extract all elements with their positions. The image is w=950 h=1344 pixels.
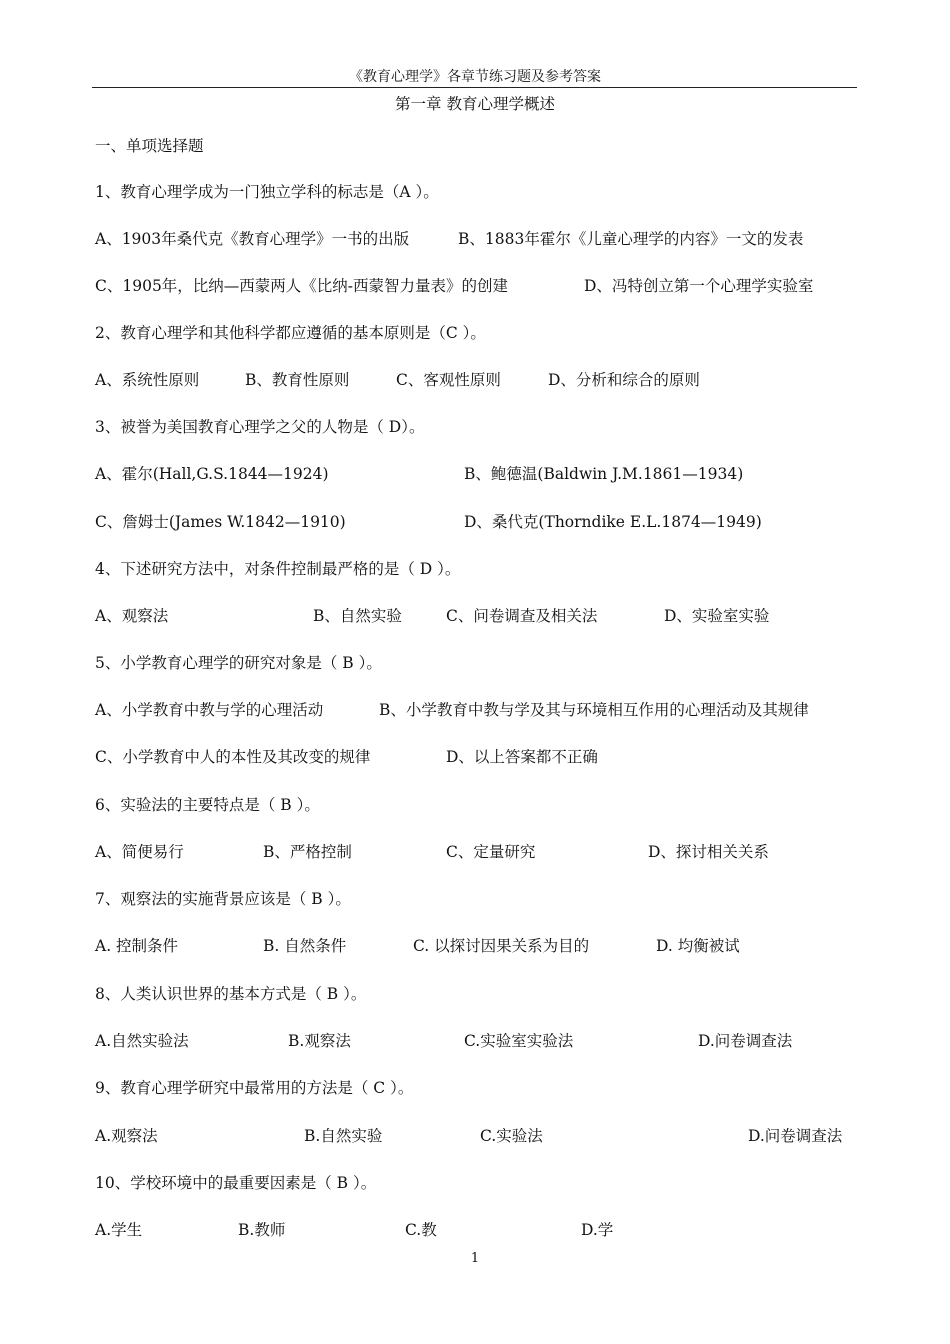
option: D、以上答案都不正确 <box>446 748 598 766</box>
option: A.观察法 <box>95 1127 158 1145</box>
option: B、鲍德温(Baldwin J.M.1861—1934) <box>464 465 744 483</box>
question-stem: 1、教育心理学成为一门独立学科的标志是（A ）。 <box>95 183 439 201</box>
option: C、詹姆士(James W.1842—1910) <box>95 513 346 531</box>
option: D、分析和综合的原则 <box>548 371 700 389</box>
question-stem: 7、观察法的实施背景应该是（ B ）。 <box>95 890 351 908</box>
option: D、探讨相关关系 <box>648 843 769 861</box>
option: B、小学教育中教与学及其与环境相互作用的心理活动及其规律 <box>379 701 809 719</box>
chapter-title: 第一章 教育心理学概述 <box>395 95 555 113</box>
option: C、小学教育中人的本性及其改变的规律 <box>95 748 371 766</box>
question-stem: 5、小学教育心理学的研究对象是（ B ）。 <box>95 654 382 672</box>
option: C.实验法 <box>480 1127 543 1145</box>
option: D.问卷调查法 <box>698 1032 793 1050</box>
option: B.自然实验 <box>304 1127 383 1145</box>
option: C、1905年，比纳—西蒙两人《比纳-西蒙智力量表》的创建 <box>95 277 509 295</box>
option: A、1903年桑代克《教育心理学》一书的出版 <box>95 230 410 248</box>
option: D.学 <box>581 1221 614 1239</box>
option: A、简便易行 <box>95 843 184 861</box>
option: C、问卷调查及相关法 <box>446 607 598 625</box>
option: C.教 <box>405 1221 437 1239</box>
question-stem: 6、实验法的主要特点是（ B ）。 <box>95 796 320 814</box>
option: A. 控制条件 <box>95 937 179 955</box>
option: C、定量研究 <box>446 843 536 861</box>
page-number: 1 <box>470 1251 480 1266</box>
option: B、严格控制 <box>263 843 352 861</box>
header-rule <box>92 87 857 88</box>
option: A.学生 <box>95 1221 143 1239</box>
document-header: 《教育心理学》各章节练习题及参考答案 <box>349 69 601 85</box>
option: D、冯特创立第一个心理学实验室 <box>584 277 814 295</box>
option: C. 以探讨因果关系为目的 <box>413 937 590 955</box>
question-stem: 9、教育心理学研究中最常用的方法是（ C ）。 <box>95 1079 414 1097</box>
section-title: 一、单项选择题 <box>95 137 204 155</box>
option: B、自然实验 <box>313 607 402 625</box>
option: D. 均衡被试 <box>656 937 740 955</box>
question-stem: 8、人类认识世界的基本方式是（ B ）。 <box>95 985 367 1003</box>
option: B、1883年霍尔《儿童心理学的内容》一文的发表 <box>458 230 804 248</box>
option: D.问卷调查法 <box>748 1127 843 1145</box>
option: A、观察法 <box>95 607 169 625</box>
option: C.实验室实验法 <box>464 1032 574 1050</box>
question-stem: 4、下述研究方法中，对条件控制最严格的是（ D ）。 <box>95 560 461 578</box>
option: B.观察法 <box>288 1032 351 1050</box>
option: A、霍尔(Hall,G.S.1844—1924) <box>95 465 329 483</box>
option: B、教育性原则 <box>245 371 350 389</box>
option: A、系统性原则 <box>95 371 200 389</box>
option: A.自然实验法 <box>95 1032 189 1050</box>
option: D、实验室实验 <box>664 607 770 625</box>
question-stem: 2、教育心理学和其他科学都应遵循的基本原则是（C ）。 <box>95 324 486 342</box>
option: B. 自然条件 <box>263 937 347 955</box>
question-stem: 10、学校环境中的最重要因素是（ B ）。 <box>95 1174 377 1192</box>
question-stem: 3、被誉为美国教育心理学之父的人物是（ D）。 <box>95 418 425 436</box>
option: A、小学教育中教与学的心理活动 <box>95 701 324 719</box>
option: B.教师 <box>238 1221 286 1239</box>
option: D、桑代克(Thorndike E.L.1874—1949) <box>464 513 762 531</box>
option: C、客观性原则 <box>396 371 501 389</box>
